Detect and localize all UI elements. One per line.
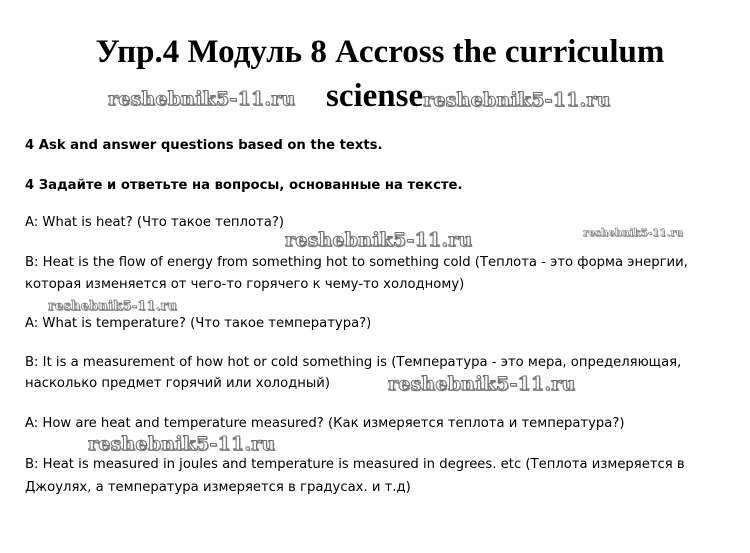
title-line-2: [326, 78, 611, 114]
watermark-1: reshebnik5-11.ru: [285, 229, 473, 251]
dialog-line: B: Heat is measured in joules and temperature is measured in degrees. etc (Теплота измеряется в: [25, 457, 685, 472]
dialog-line: Джоулях, а температура измеряется в градусах. и т.д): [25, 480, 411, 495]
watermark-3: reshebnik5-11.ru: [48, 299, 178, 314]
instruction-russian: 4 Задайте и ответьте на вопросы, основанные на тексте.: [25, 178, 463, 193]
watermark-title-left: reshebnik5-11.ru: [108, 88, 296, 110]
instruction-english: 4 Ask and answer questions based on the texts.: [25, 138, 383, 153]
dialog-line: B: It is a measurement of how hot or cold something is (Температура - это мера, определяющая,: [25, 355, 682, 370]
dialog-line: которая изменяется от чего-то горячего к чему-то холодному): [25, 277, 465, 292]
dialog-line: насколько предмет горячий или холодный): [25, 376, 330, 391]
dialog-line: A: What is heat? (Что такое теплота?): [25, 215, 284, 230]
watermark-5: reshebnik5-11.ru: [88, 433, 276, 455]
watermark-2: reshebnik5-11.ru: [583, 228, 684, 239]
title-line-2-text: sciense: [326, 78, 424, 114]
dialog-line: B: Heat is the flow of energy from something hot to something cold (Теплота - это форма энергии,: [25, 255, 688, 270]
watermark-4: reshebnik5-11.ru: [388, 373, 576, 395]
watermark-title-right: reshebnik5-11.ru: [423, 89, 611, 111]
dialog-line: A: How are heat and temperature measured? (Как измеряется теплота и температура?): [25, 416, 625, 431]
title-line-1: Упр.4 Модуль 8 Accross the curriculum: [95, 34, 665, 70]
dialog-line: A: What is temperature? (Что такое температура?): [25, 316, 372, 331]
